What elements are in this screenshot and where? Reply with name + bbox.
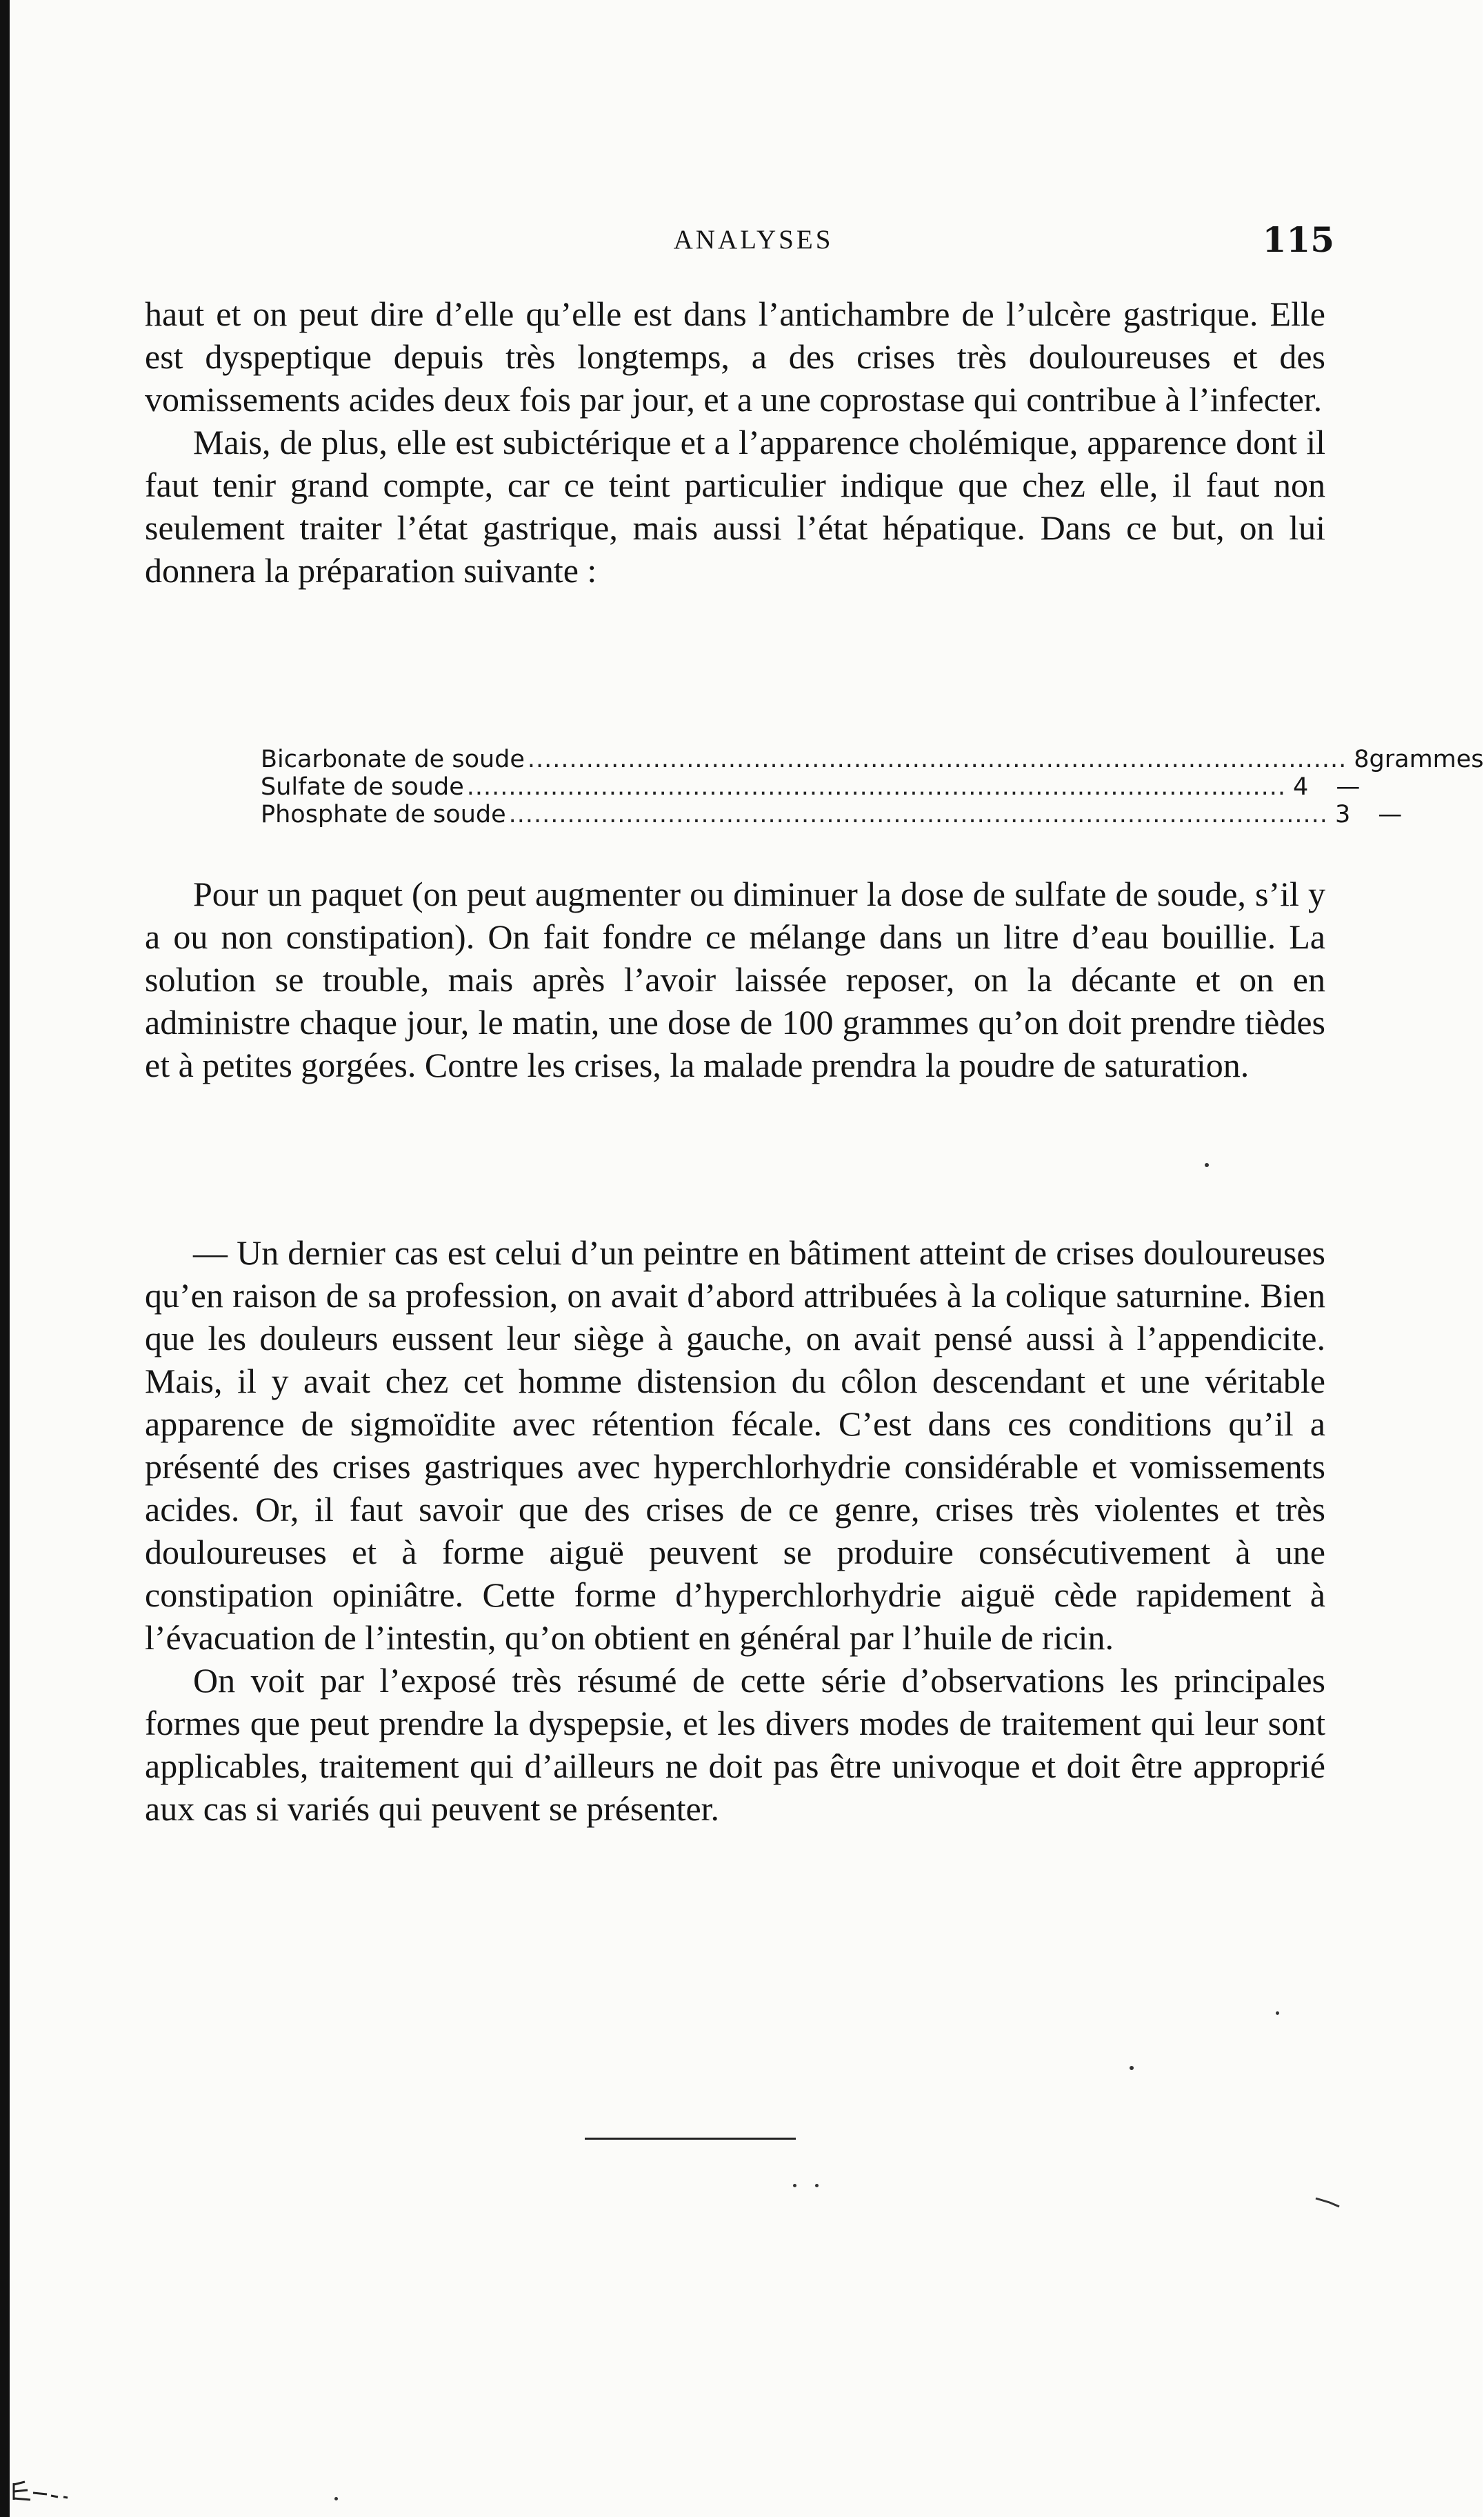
paragraph-preparation-intro: Mais, de plus, elle est subictérique et a l’apparence cholémique, apparence dont il faut tenir grand compte, car ce teint particulier indique que chez elle, il faut non seulement traiter l’état gastrique, mais aussi l’état hépatique. Dans ce but, on lui donnera la préparation suivante : [145,423,1325,590]
dot-leader: .................................................................................................. [508,801,1328,828]
scan-speck [334,2497,338,2500]
scan-speck [815,2184,819,2187]
text-block-bottom [145,1231,1325,1830]
running-head: ANALYSES [673,225,834,255]
recipe-quantity: 3 [1334,801,1351,828]
dot-leader: .................................................................................................. [527,746,1347,773]
text-block-middle [145,873,1325,1086]
recipe-unit: grammes [1369,746,1484,773]
recipe-ingredient: Bicarbonate de soude [261,746,525,773]
recipe-unit: — [1336,773,1361,801]
recipe-ingredient: Phosphate de soude [261,801,506,828]
paragraph-continuation: haut et on peut dire d’elle qu’elle est dans l’antichambre de l’ulcère gastrique. Elle est dyspeptique depuis très longtemps, a des crises très douloureuses et des vomissements acides deux fois par jour, et a une coprostase qui contribue à l’infecter. [145,295,1325,419]
scan-speck [1276,2011,1279,2015]
scan-mark [1314,2196,1342,2209]
recipe-row [261,746,1484,773]
paragraph-case-painter: — Un dernier cas est celui d’un peintre en bâtiment atteint de crises douloureuses qu’en raison de sa profession, on avait d’abord attribuées à la colique saturnine. Bien que les douleurs eussent leur siège à gauche, on avait pensé aussi à l’appendicite. Mais, il y avait chez cet homme distension du côlon descendant et une véritable apparence de sigmoïdite avec rétention fécale. C’est dans ces conditions qu’il a présenté des crises gastriques avec hyperchlorhydrie considérable et vomissements acides. Or, il faut savoir que des crises de ce genre, crises très violentes et très douloureuses et à forme aiguë peuvent se produire consécutivement à une constipation opiniâtre. Cette forme d’hyperchlorhydrie aiguë cède rapidement à l’évacuation de l’intestin, qu’on obtient en général par l’huile de ricin. [145,1233,1325,1657]
scan-speck [1130,2066,1134,2070]
recipe-row [261,801,1403,828]
section-end-rule [585,2138,796,2140]
scan-speck [1205,1163,1209,1167]
page-number: 115 [1262,219,1334,260]
recipe-quantity: 4 [1293,773,1309,801]
recipe-unit: — [1378,801,1403,828]
binding-edge [0,0,10,2517]
dot-leader: .................................................................................................. [466,773,1287,801]
paragraph-conclusion: On voit par l’exposé très résumé de cette série d’observations les principales formes que peut prendre la dyspepsie, et les divers modes de traitement qui leur sont applicables, traitement qui d’ailleurs ne doit pas être univoque et doit être approprié aux cas si variés qui peuvent se présenter. [145,1661,1325,1828]
scan-corner-mark [12,2476,78,2504]
scan-speck [793,2184,796,2187]
text-block-top [145,292,1325,592]
page-header [145,219,1334,261]
paragraph-instructions: Pour un paquet (on peut augmenter ou diminuer la dose de sulfate de soude, s’il y a ou non constipation). On fait fondre ce mélange dans un litre d’eau bouillie. La solution se trouble, mais après l’avoir laissée reposer, on la décante et on en administre chaque jour, le matin, une dose de 100 grammes qu’on doit prendre tièdes et à petites gorgées. Contre les crises, la malade prendra la poudre de saturation. [145,875,1325,1084]
recipe-ingredient: Sulfate de soude [261,773,464,801]
recipe-row [261,773,1361,801]
recipe-quantity: 8 [1354,746,1370,773]
recipe-list [261,746,1484,828]
